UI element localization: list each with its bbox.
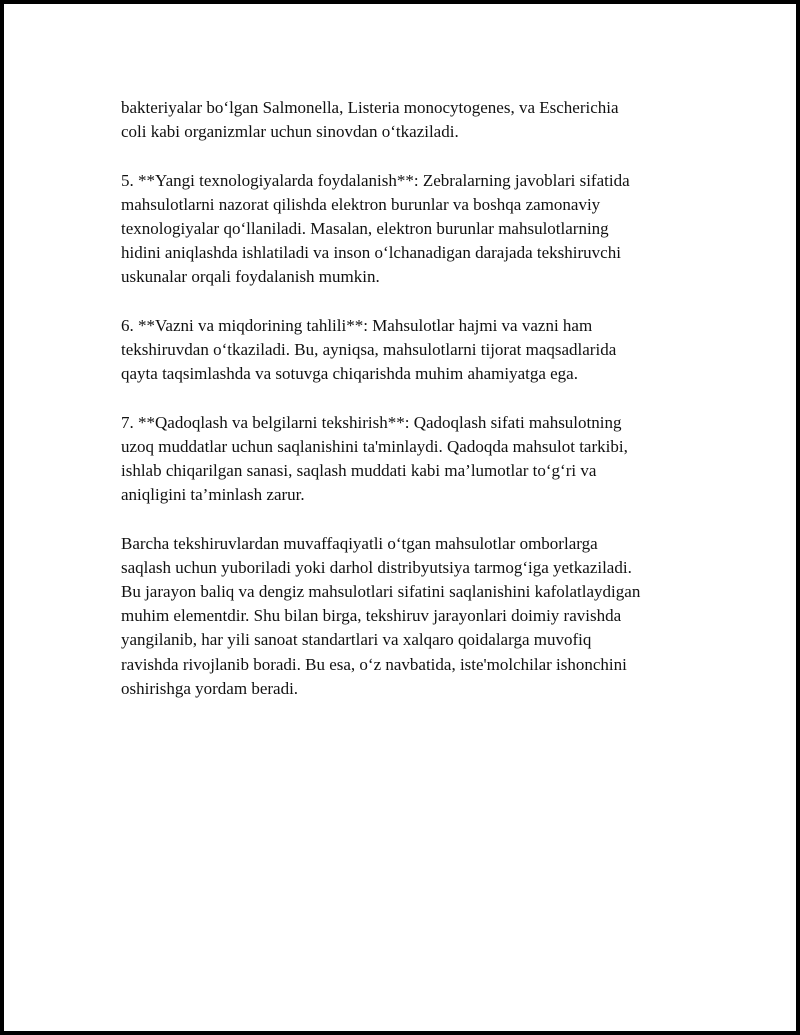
paragraph-conclusion: Barcha tekshiruvlardan muvaffaqiyatli o‘tgan mahsulotlar omborlarga saqlash uchun yuboriladi yoki darhol distribyutsiya tarmog‘iga yetkaziladi. Bu jarayon baliq va dengiz mahsulotlari sifatini saqlanishini kafolatlaydigan muhim elementdir. Shu bilan birga, tekshiruv jarayonlari doimiy ravishda yangilanib, har yili sanoat standartlari va xalqaro qoidalarga muvofiq ravishda rivojlanib boradi. Bu esa, o‘z navbatida, iste'molchilar ishonchini oshirishga yordam beradi. xyxy=(121,533,641,698)
document-body xyxy=(121,96,701,725)
paragraph-continuation: bakteriyalar bo‘lgan Salmonella, Listeria monocytogenes, va Escherichia coli kabi organizmlar uchun sinovdan o‘tkaziladi. xyxy=(121,98,619,142)
paragraph-item-5: 5. **Yangi texnologiyalarda foydalanish**: Zebralarning javoblari sifatida mahsulotlarni nazorat qilishda elektron burunlar va boshqa zamonaviy texnologiyalar qo‘llaniladi. Masalan, elektron burunlar mahsulotlarning hidini aniqlashda ishlatiladi va inson o‘lchanadigan darajada tekshiruvchi uskunalar orqali foydalanish mumkin. xyxy=(121,170,630,287)
paragraph-item-7: 7. **Qadoqlash va belgilarni tekshirish**: Qadoqlash sifati mahsulotning uzoq muddatlar uchun saqlanishini ta'minlaydi. Qadoqda mahsulot tarkibi, ishlab chiqarilgan sanasi, saqlash muddati kabi ma’lumotlar to‘g‘ri va aniqligini ta’minlash zarur. xyxy=(121,412,628,505)
paragraph-item-6: 6. **Vazni va miqdorining tahlili**: Mahsulotlar hajmi va vazni ham tekshiruvdan o‘tkaziladi. Bu, ayniqsa, mahsulotlarni tijorat maqsadlarida qayta taqsimlashda va sotuvga chiqarishda muhim ahamiyatga ega. xyxy=(121,315,617,384)
